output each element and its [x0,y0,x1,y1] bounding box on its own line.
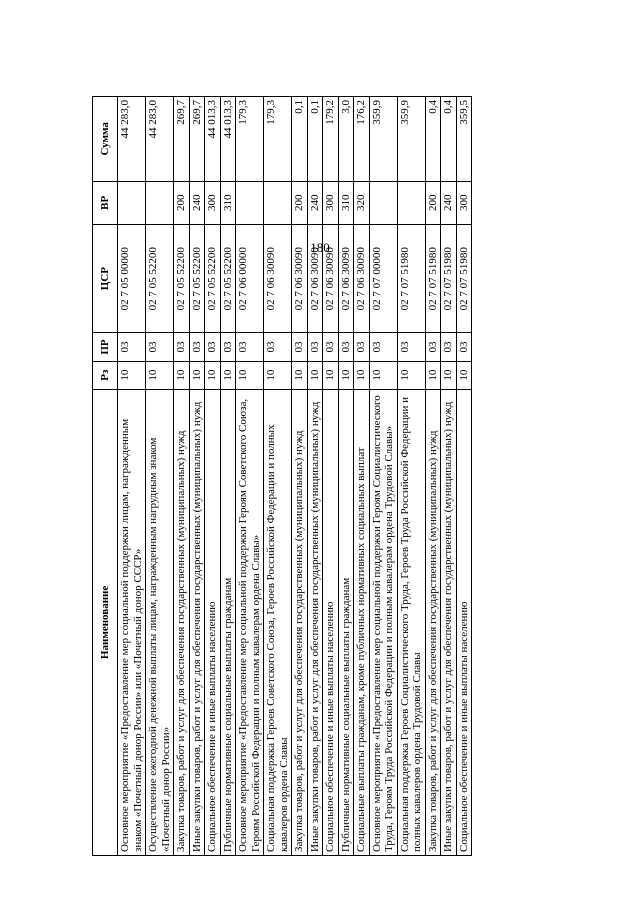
cell-name: Социальное обеспечение и иные выплаты населению [205,389,221,855]
cell-vr: 240 [441,181,457,224]
cell-pr: 03 [456,333,472,361]
cell-pr: 03 [264,333,292,361]
cell-rz: 10 [146,361,174,389]
cell-pr: 03 [397,333,425,361]
cell-sum: 269,7 [189,97,205,182]
cell-sum: 269,7 [174,97,190,182]
table-row [292,97,308,856]
table-row [189,97,205,856]
cell-pr: 03 [369,333,397,361]
cell-vr: 300 [323,181,339,224]
cell-sum: 359,9 [397,97,425,182]
cell-rz: 10 [307,361,323,389]
header-name: Наименование [93,389,118,855]
cell-name: Основное мероприятие «Предоставление мер социальной поддержки Героям Социалистического Труда, Героям Труда Российской Федерации и полным кавалерам ордена Трудовой Славы» [369,389,397,855]
cell-vr: 240 [189,181,205,224]
cell-rz: 10 [264,361,292,389]
table-row [205,97,221,856]
cell-csr: 02 7 05 52200 [205,224,221,332]
cell-name: Закупка товаров, работ и услуг для обеспечения государственных (муниципальных) нужд [174,389,190,855]
table-row [456,97,472,856]
cell-pr: 03 [189,333,205,361]
cell-rz: 10 [369,361,397,389]
cell-vr: 320 [354,181,370,224]
table-row [146,97,174,856]
cell-rz: 10 [425,361,441,389]
cell-rz: 10 [118,361,146,389]
cell-name: Социальное обеспечение и иные выплаты населению [456,389,472,855]
cell-pr: 03 [205,333,221,361]
cell-rz: 10 [220,361,236,389]
cell-rz: 10 [338,361,354,389]
cell-vr: 310 [220,181,236,224]
cell-name: Закупка товаров, работ и услуг для обеспечения государственных (муниципальных) нужд [425,389,441,855]
table-row [338,97,354,856]
cell-name: Осуществление ежегодной денежной выплаты лицам, награжденным нагрудным знаком «Почетный донор России» [146,389,174,855]
cell-sum: 359,5 [456,97,472,182]
cell-csr: 02 7 06 30090 [354,224,370,332]
cell-vr [264,181,292,224]
table-row [174,97,190,856]
cell-vr [369,181,397,224]
cell-sum: 0,1 [292,97,308,182]
cell-csr: 02 7 07 51980 [441,224,457,332]
table-row [264,97,292,856]
table-row [397,97,425,856]
cell-sum: 44 013,3 [220,97,236,182]
cell-pr: 03 [338,333,354,361]
cell-csr: 02 7 05 52200 [220,224,236,332]
table-row [323,97,339,856]
header-sum: Сумма [93,97,118,182]
cell-rz: 10 [189,361,205,389]
cell-rz: 10 [397,361,425,389]
cell-sum: 0,1 [307,97,323,182]
cell-pr: 03 [118,333,146,361]
cell-rz: 10 [292,361,308,389]
cell-name: Социальная поддержка Героев Советского Союза, Героев Российской Федерации и полных кавалеров ордена Славы [264,389,292,855]
cell-csr: 02 7 06 30090 [338,224,354,332]
cell-name: Иные закупки товаров, работ и услуг для обеспечения государственных (муниципальных) нужд [189,389,205,855]
cell-sum: 359,9 [369,97,397,182]
table-row [441,97,457,856]
cell-csr: 02 7 06 00000 [236,224,264,332]
table-row [369,97,397,856]
table-row [236,97,264,856]
cell-pr: 03 [236,333,264,361]
cell-sum: 179,2 [323,97,339,182]
cell-csr: 02 7 05 52200 [146,224,174,332]
table-header-row [93,97,118,856]
cell-csr: 02 7 06 30090 [323,224,339,332]
budget-table [92,96,472,856]
cell-csr: 02 7 05 00000 [118,224,146,332]
cell-rz: 10 [456,361,472,389]
cell-sum: 176,2 [354,97,370,182]
cell-vr: 300 [205,181,221,224]
cell-vr [146,181,174,224]
page-number: 180 [310,240,330,255]
cell-pr: 03 [146,333,174,361]
cell-sum: 44 013,3 [205,97,221,182]
cell-rz: 10 [174,361,190,389]
cell-pr: 03 [220,333,236,361]
cell-vr: 200 [425,181,441,224]
cell-rz: 10 [205,361,221,389]
cell-vr: 200 [292,181,308,224]
cell-csr: 02 7 05 52200 [189,224,205,332]
cell-rz: 10 [236,361,264,389]
cell-name: Публичные нормативные социальные выплаты гражданам [220,389,236,855]
cell-vr: 240 [307,181,323,224]
cell-csr: 02 7 06 30090 [264,224,292,332]
cell-sum: 0,4 [425,97,441,182]
cell-name: Иные закупки товаров, работ и услуг для обеспечения государственных (муниципальных) нужд [307,389,323,855]
header-pr: ПР [93,333,118,361]
cell-csr: 02 7 07 00000 [369,224,397,332]
cell-csr: 02 7 07 51980 [397,224,425,332]
cell-name: Основное мероприятие «Предоставление мер социальной поддержки лицам, награжденным знаком «Почетный донор России» или «Почетный донор СССР» [118,389,146,855]
cell-csr: 02 7 05 52200 [174,224,190,332]
cell-csr: 02 7 07 51980 [425,224,441,332]
cell-pr: 03 [292,333,308,361]
cell-csr: 02 7 07 51980 [456,224,472,332]
cell-pr: 03 [425,333,441,361]
table-row [220,97,236,856]
cell-vr: 300 [456,181,472,224]
header-rz: Рз [93,361,118,389]
cell-pr: 03 [323,333,339,361]
cell-sum: 44 283,0 [146,97,174,182]
cell-rz: 10 [441,361,457,389]
cell-pr: 03 [307,333,323,361]
cell-sum: 179,3 [264,97,292,182]
table-body [118,97,472,856]
cell-name: Основное мероприятие «Предоставление мер социальной поддержки Героям Советского Союза, Героям Российской Федерации и полным кавалерам ордена Славы» [236,389,264,855]
cell-sum: 179,3 [236,97,264,182]
cell-pr: 03 [354,333,370,361]
table-row [425,97,441,856]
cell-sum: 44 283,0 [118,97,146,182]
table-row [354,97,370,856]
cell-rz: 10 [354,361,370,389]
cell-vr [118,181,146,224]
cell-name: Социальные выплаты гражданам, кроме публичных нормативных социальных выплат [354,389,370,855]
cell-csr: 02 7 06 30090 [307,224,323,332]
cell-name: Социальная поддержка Героев Социалистического Труда, Героев Труда Российской Федерации и полных кавалеров ордена Трудовой Славы [397,389,425,855]
cell-name: Публичные нормативные социальные выплаты гражданам [338,389,354,855]
header-vr: ВР [93,181,118,224]
cell-vr: 200 [174,181,190,224]
table-row [307,97,323,856]
cell-name: Закупка товаров, работ и услуг для обеспечения государственных (муниципальных) нужд [292,389,308,855]
cell-rz: 10 [323,361,339,389]
cell-vr [236,181,264,224]
cell-vr [397,181,425,224]
table-row [118,97,146,856]
rotated-table-container [92,96,548,856]
cell-name: Иные закупки товаров, работ и услуг для обеспечения государственных (муниципальных) нужд [441,389,457,855]
cell-name: Социальное обеспечение и иные выплаты населению [323,389,339,855]
cell-pr: 03 [174,333,190,361]
cell-vr: 310 [338,181,354,224]
cell-pr: 03 [441,333,457,361]
header-csr: ЦСР [93,224,118,332]
cell-csr: 02 7 06 30090 [292,224,308,332]
cell-sum: 0,4 [441,97,457,182]
cell-sum: 3,0 [338,97,354,182]
